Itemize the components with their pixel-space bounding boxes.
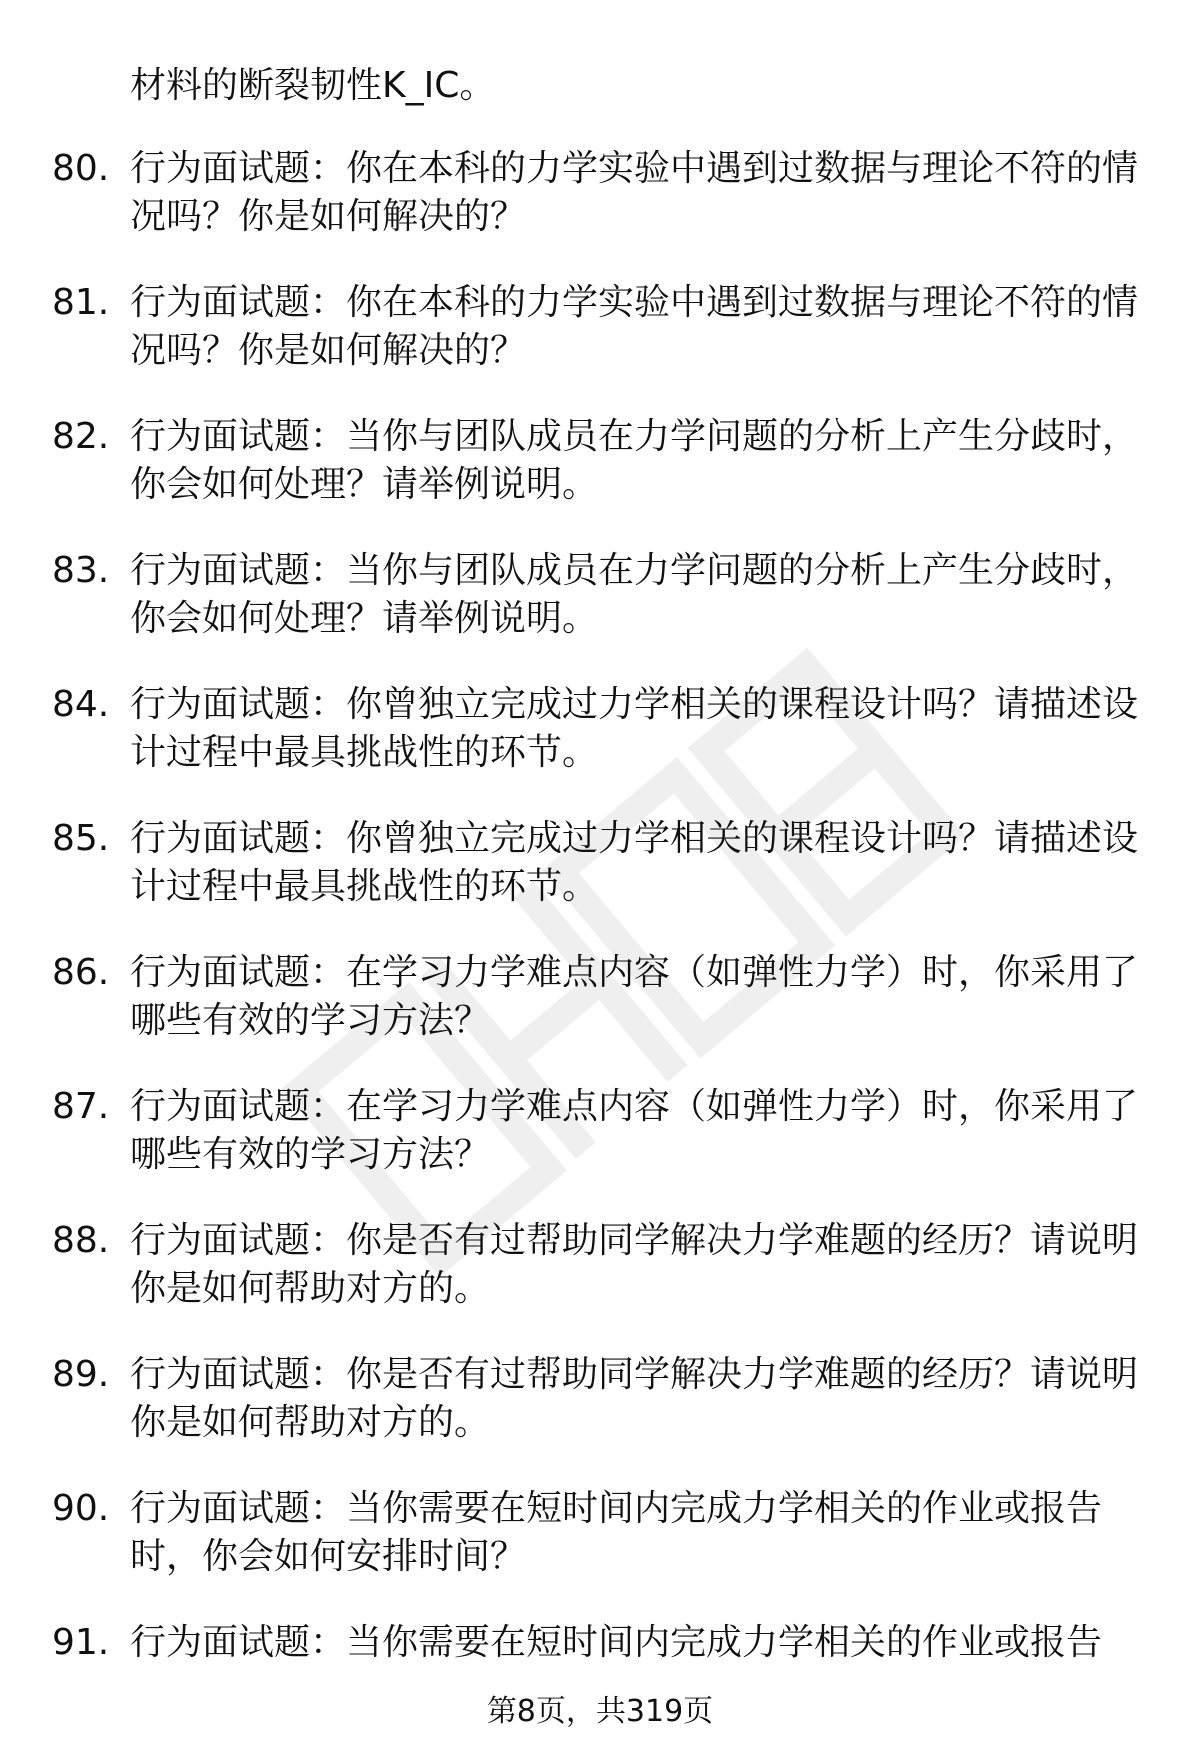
question-item <box>0 1217 1200 1351</box>
question-text: 行为面试题：当你需要在短时间内完成力学相关的作业或报告时，你会如何安排时间？ <box>130 1488 1103 1577</box>
question-text: 行为面试题：你曾独立完成过力学相关的课程设计吗？请描述设计过程中最具挑战性的环节。 <box>130 684 1139 773</box>
question-item <box>0 815 1200 949</box>
page-footer: 第8页，共319页 <box>486 1694 714 1729</box>
question-number: 83. <box>52 550 110 591</box>
question-text: 行为面试题：你是否有过帮助同学解决力学难题的经历？请说明你是如何帮助对方的。 <box>130 1354 1139 1443</box>
question-text: 行为面试题：你在本科的力学实验中遇到过数据与理论不符的情况吗？你是如何解决的？ <box>130 282 1139 371</box>
question-text: 行为面试题：你曾独立完成过力学相关的课程设计吗？请描述设计过程中最具挑战性的环节。 <box>130 818 1139 907</box>
question-number: 87. <box>52 1086 110 1127</box>
question-number: 84. <box>52 684 110 725</box>
question-number: 86. <box>52 952 110 993</box>
question-item <box>0 145 1200 279</box>
question-text: 行为面试题：在学习力学难点内容（如弹性力学）时，你采用了哪些有效的学习方法？ <box>130 1086 1139 1175</box>
question-item <box>0 279 1200 413</box>
question-text: 行为面试题：在学习力学难点内容（如弹性力学）时，你采用了哪些有效的学习方法？ <box>130 952 1139 1041</box>
question-text: 行为面试题：当你需要在短时间内完成力学相关的作业或报告 <box>130 1622 1103 1663</box>
question-item <box>0 681 1200 815</box>
question-number: 80. <box>52 148 110 189</box>
question-item <box>0 1083 1200 1217</box>
question-text: 行为面试题：你是否有过帮助同学解决力学难题的经历？请说明你是如何帮助对方的。 <box>130 1220 1139 1309</box>
question-item <box>0 1351 1200 1485</box>
question-number: 85. <box>52 818 110 859</box>
question-number: 88. <box>52 1220 110 1261</box>
question-item <box>0 949 1200 1083</box>
question-number: 82. <box>52 416 110 457</box>
question-number: 91. <box>52 1622 110 1663</box>
question-text: 行为面试题：当你与团队成员在力学问题的分析上产生分歧时，你会如何处理？请举例说明。 <box>130 550 1139 639</box>
question-text: 行为面试题：当你与团队成员在力学问题的分析上产生分歧时，你会如何处理？请举例说明。 <box>130 416 1139 505</box>
question-list <box>0 145 1200 1753</box>
question-number: 90. <box>52 1488 110 1529</box>
continued-text: 材料的断裂韧性K_IC。 <box>130 65 496 106</box>
question-item <box>0 1619 1200 1753</box>
question-number: 89. <box>52 1354 110 1395</box>
question-item <box>0 547 1200 681</box>
question-item <box>0 413 1200 547</box>
question-number: 81. <box>52 282 110 323</box>
question-text: 行为面试题：你在本科的力学实验中遇到过数据与理论不符的情况吗？你是如何解决的？ <box>130 148 1139 237</box>
question-item <box>0 1485 1200 1619</box>
